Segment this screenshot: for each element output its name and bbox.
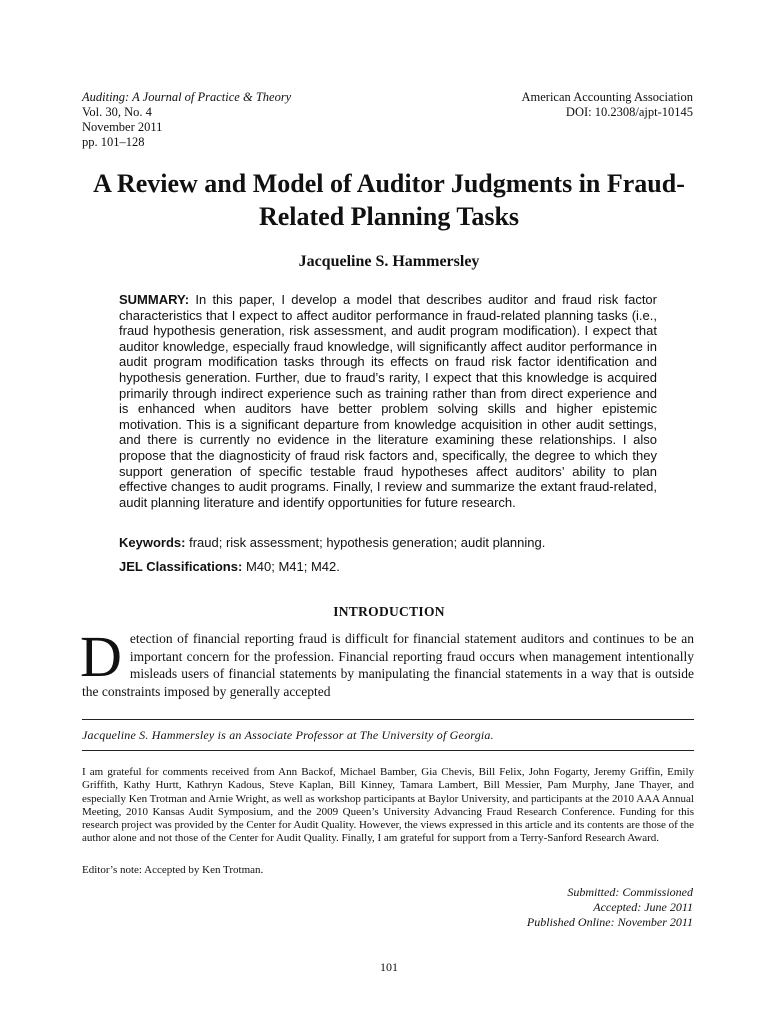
journal-name: Auditing: A Journal of Practice & Theory — [82, 90, 292, 104]
keywords-text: fraud; risk assessment; hypothesis generation; audit planning. — [189, 535, 546, 550]
author-name: Jacqueline S. Hammersley — [298, 253, 480, 270]
intro-paragraph — [80, 624, 694, 700]
journal-pages: pp. 101–128 — [82, 135, 145, 149]
editor-note: Editor’s note: Accepted by Ken Trotman. — [82, 864, 264, 876]
footnote-divider-bottom — [82, 750, 694, 751]
publication-dates — [527, 885, 693, 930]
footnote-divider-top — [82, 719, 694, 720]
submitted-date: Submitted: Commissioned — [567, 885, 693, 899]
jel-label: JEL Classifications: — [119, 559, 243, 574]
drop-cap: D — [80, 624, 122, 689]
journal-volume: Vol. 30, No. 4 — [82, 105, 152, 119]
section-heading: INTRODUCTION — [333, 604, 445, 619]
journal-citation — [82, 90, 291, 150]
keywords-label: Keywords: — [119, 535, 186, 550]
publisher-info — [522, 90, 694, 120]
jel-classifications — [119, 559, 657, 575]
acknowledgment: I am grateful for comments received from Ann Backof, Michael Bamber, Gia Chevis, Bill Felix, John Fogarty, Jeremy Griffin, Emily Griffith, Kathy Hurtt, Kathryn Kadous, Steve Kaplan, Bill Kinney, Tamara Lambert, Bill Messier, Pam Murphy, Jane Thayer, and especially Ken Trotman and Arnie Wright, as well as workshop participants at Baylor University, and participants at the 2010 AAA Annual Meeting, 2010 Kansas Audit Symposium, and the 2009 Queen’s University Advancing Fraud Research Conference. Funding for this research project was provided by the Center for Audit Quality. However, the views expressed in this article and its contents are those of the author alone and not those of the Center for Audit Quality. Finally, I am grateful for support from a Terry-Sanford Research Award. — [82, 766, 694, 845]
doi-link[interactable]: DOI: 10.2308/ajpt-10145 — [565, 105, 693, 119]
published-date: Published Online: November 2011 — [526, 915, 693, 929]
page-number: 101 — [380, 960, 398, 974]
publisher-name: American Accounting Association — [521, 90, 693, 104]
accepted-date: Accepted: June 2011 — [593, 900, 693, 914]
keywords — [119, 535, 657, 551]
intro-text: etection of financial reporting fraud is difficult for financial statement auditors and continues to be an important concern for the profession. Financial reporting fraud occurs when management intentionally misleads users of financial statements by manipulating the financial statements in a way that is outside the constraints imposed by generally accepted — [82, 631, 694, 699]
article-title: A Review and Model of Auditor Judgments in Fraud-Related Planning Tasks — [93, 169, 685, 231]
journal-date: November 2011 — [82, 120, 163, 134]
author-affiliation: Jacqueline S. Hammersley is an Associate Professor at The University of Georgia. — [82, 728, 494, 742]
jel-text: M40; M41; M42. — [245, 559, 340, 574]
summary-text: In this paper, I develop a model that describes auditor and fraud risk factor characteristics that I expect to affect auditor performance in fraud-related planning tasks (i.e., fraud hypothesis generation, risk assessment, and audit program modification). I expect that auditor knowledge, especially fraud knowledge, will significantly affect auditor performance in audit program modification tasks through its effects on fraud risk factor identification and hypothesis generation. Further, due to fraud’s rarity, I expect that this knowledge is acquired primarily through indirect experience such as training rather than from direct experience and is enhanced when auditors have better problem solving skills and higher epistemic motivation. This is a significant departure from knowledge acquisition in other audit settings, and there is currently no evidence in the literature examining these relationships. I also propose that the diagnosticity of fraud risk factors and, specifically, the degree to which they support generation of specific testable fraud hypotheses affect auditors’ ability to plan effective changes to audit programs. Finally, I review and summarize the extant fraud-related, audit planning literature and identify opportunities for future research. — [119, 292, 657, 510]
summary-label: SUMMARY: — [119, 292, 190, 307]
abstract-summary — [119, 292, 657, 510]
